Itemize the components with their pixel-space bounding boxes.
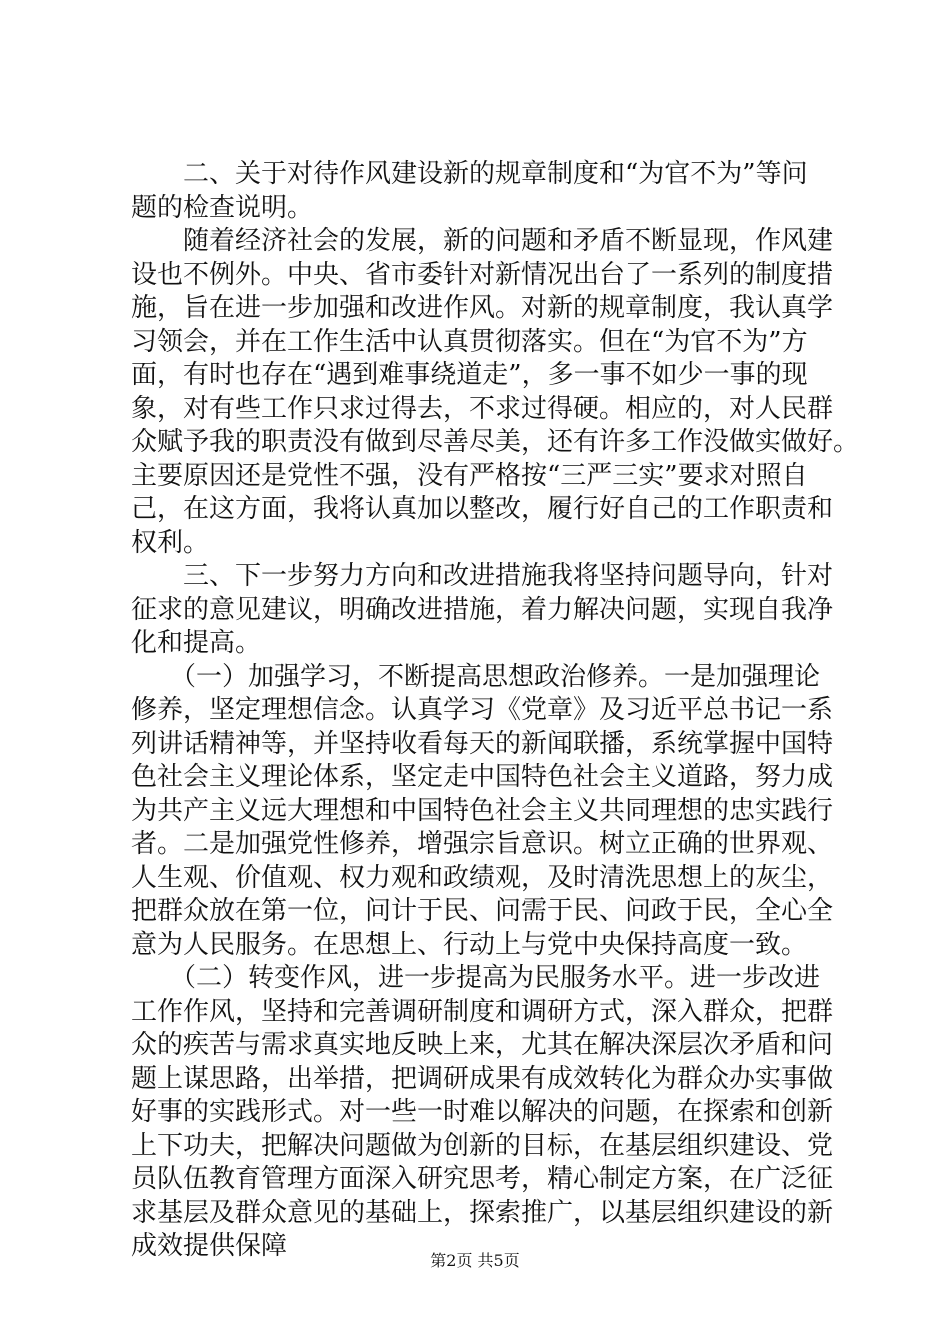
text-line: 化和提高。 — [131, 628, 262, 658]
text-line: 二、关于对待作风建设新的规章制度和“为官不为”等问 — [131, 159, 808, 189]
text-line: 色社会主义理论体系，坚定走中国特色社会主义道路，努力成 — [131, 762, 834, 792]
text-line: 为共产主义远大理想和中国特色社会主义共同理想的忠实践行 — [131, 795, 834, 826]
text-line: 意为人民服务。在思想上、行动上与党中央保持高度一致。 — [131, 929, 808, 960]
text-line: 修养，坚定理想信念。认真学习《党章》及习近平总书记一系 — [131, 695, 834, 725]
text-line: 把群众放在第一位，问计于民、问需于民、问政于民，全心全 — [131, 896, 834, 926]
text-line: （一）加强学习，不断提高思想政治修养。一是加强理论 — [131, 661, 821, 692]
text-line: 题上谋思路，出举措，把调研成果有成效转化为群众办实事做 — [131, 1063, 834, 1094]
text-line: 施，旨在进一步加强和改进作风。对新的规章制度，我认真学 — [131, 293, 834, 323]
text-line: 成效提供保障 — [131, 1231, 288, 1261]
text-line: 三、下一步努力方向和改进措施我将坚持问题导向，针对 — [131, 561, 834, 591]
text-line: 好事的实践形式。对一些一时难以解决的问题，在探索和创新 — [131, 1097, 834, 1127]
document-body — [131, 158, 860, 1264]
text-line: 众赋予我的职责没有做到尽善尽美，还有许多工作没做实做好。 — [131, 427, 860, 457]
text-line: 列讲话精神等，并坚持收看每天的新闻联播，系统掌握中国特 — [131, 728, 834, 759]
text-line: 者。二是加强党性修养，增强宗旨意识。树立正确的世界观、 — [131, 829, 834, 859]
text-line: 人生观、价值观、权力观和政绩观，及时清洗思想上的灰尘， — [131, 862, 834, 893]
text-line: 主要原因还是党性不强，没有严格按“三严三实”要求对照自 — [131, 460, 808, 491]
text-line: （二）转变作风，进一步提高为民服务水平。进一步改进 — [131, 963, 821, 993]
text-line: 习领会，并在工作生活中认真贯彻落实。但在“为官不为”方 — [131, 326, 808, 357]
page-number-label: 第2页 共5页 — [430, 1251, 520, 1270]
text-line: 工作作风，坚持和完善调研制度和调研方式，深入群众，把群 — [131, 996, 834, 1027]
page-footer — [0, 1250, 950, 1272]
text-line: 权利。 — [131, 527, 210, 558]
text-line: 设也不例外。中央、省市委针对新情况出台了一系列的制度措 — [131, 259, 834, 290]
text-line: 面，有时也存在“遇到难事绕道走”，多一事不如少一事的现 — [131, 360, 808, 390]
text-line: 己，在这方面，我将认真加以整改，履行好自己的工作职责和 — [131, 494, 834, 524]
text-line: 随着经济社会的发展，新的问题和矛盾不断显现，作风建 — [131, 226, 834, 256]
text-line: 象，对有些工作只求过得去，不求过得硬。相应的，对人民群 — [131, 393, 834, 424]
text-line: 征求的意见建议，明确改进措施，着力解决问题，实现自我净 — [131, 594, 834, 625]
text-line: 上下功夫，把解决问题做为创新的目标，在基层组织建设、党 — [131, 1130, 834, 1161]
text-line: 员队伍教育管理方面深入研究思考，精心制定方案，在广泛征 — [131, 1164, 834, 1194]
text-line: 众的疾苦与需求真实地反映上来，尤其在解决深层次矛盾和问 — [131, 1030, 834, 1060]
text-line: 题的检查说明。 — [131, 192, 314, 223]
text-line: 求基层及群众意见的基础上，探索推广，以基层组织建设的新 — [131, 1197, 834, 1228]
